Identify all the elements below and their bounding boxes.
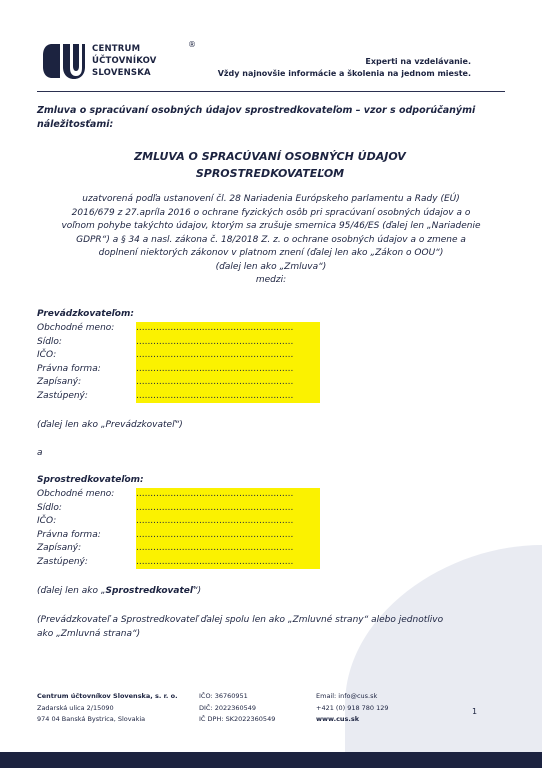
preamble: [60, 193, 482, 288]
processor-ico-field[interactable]: .......................................................: [136, 515, 320, 529]
footer-email[interactable]: Email: info@cus.sk: [316, 692, 378, 700]
preamble-line-7: medzi:: [255, 275, 287, 285]
processor-seat-field[interactable]: .......................................................: [136, 502, 320, 516]
tagline: [218, 56, 471, 80]
footer-street: Zadarská ulica 2/15090: [37, 703, 114, 712]
footer-dic: DIČ: 2022360549: [199, 703, 257, 712]
hereinafter-prefix: (ďalej len ako „: [37, 586, 106, 596]
title-line-1: ZMLUVA O SPRACÚVANÍ OSOBNÝCH ÚDAJOV: [134, 150, 406, 163]
tagline-line-2: Vždy najnovšie informácie a školenia na jednom mieste.: [217, 69, 471, 78]
logo-line-1: CENTRUM: [92, 44, 141, 54]
field-label: Sídlo:: [37, 336, 62, 347]
controller-ico-row: [37, 349, 327, 363]
controller-hereinafter: (ďalej len ako „Prevádzkovateľ“): [37, 420, 183, 430]
field-label: Zastúpený:: [37, 556, 88, 567]
logo: [42, 40, 196, 82]
preamble-line-5: doplnení niektorých zákonov v platnom znení (ďalej len ako „Zákon o OOU“): [98, 248, 444, 258]
footer-web-link[interactable]: www.cus.sk: [316, 715, 360, 723]
field-label: Zapísaný:: [37, 543, 82, 553]
controller-ico-field[interactable]: .......................................................: [136, 349, 320, 363]
controller-business-name-field[interactable]: .......................................................: [136, 322, 320, 336]
title-line-2: SPROSTREDKOVATEĽOM: [195, 167, 345, 180]
field-label: IČO:: [37, 516, 57, 526]
page-number: 1: [472, 707, 478, 716]
parties-line-1: (Prevádzkovateľ a Sprostredkovateľ ďalej spolu len ako „Zmluvné strany“ alebo jednotlivo: [37, 615, 444, 625]
preamble-line-3: voľnom pohybe takýchto údajov, ktorým sa zrušuje smernica 95/46/ES (ďalej len „Nariadenie: [61, 221, 481, 231]
processor-represented-row: [37, 556, 327, 570]
processor-legal-form-row: [37, 529, 327, 543]
controller-seat-row: [37, 336, 327, 350]
footer-ids: [199, 691, 275, 726]
tagline-line-1: Experti na vzdelávanie.: [365, 57, 471, 66]
field-label: Obchodné meno:: [37, 489, 115, 499]
intro-text: Zmluva o spracúvaní osobných údajov sprostredkovateľom – vzor s odporúčanými náležitosťami:: [37, 105, 476, 130]
processor-business-name-row: [37, 488, 327, 502]
parties-definition: [37, 613, 477, 641]
controller-represented-row: [37, 390, 327, 404]
processor-registered-row: [37, 542, 327, 556]
footer-icdph: IČ DPH: SK2022360549: [199, 715, 276, 723]
processor-represented-field[interactable]: .......................................................: [136, 556, 320, 570]
field-label: Právna forma:: [37, 529, 101, 540]
hereinafter-suffix: “): [192, 586, 202, 596]
controller-registered-row: [37, 376, 327, 390]
logo-line-2: ÚČTOVNÍKOV: [92, 56, 157, 66]
footer-phone: +421 (0) 918 780 129: [316, 703, 389, 712]
field-label: Sídlo:: [37, 502, 62, 513]
logo-mark-icon: [42, 42, 86, 80]
logo-line-3: SLOVENSKA: [92, 68, 151, 78]
field-label: Zastúpený:: [37, 390, 88, 401]
footer-contact: [316, 691, 389, 726]
preamble-line-2: 2016/679 z 27.apríla 2016 o ochrane fyzických osôb pri spracúvaní osobných údajov a o: [71, 207, 471, 218]
registered-mark: ®: [188, 40, 196, 49]
footer-ico: IČO: 36760951: [199, 692, 248, 700]
controller-legal-form-field[interactable]: .......................................................: [136, 363, 320, 377]
logo-wordmark: [92, 43, 157, 79]
processor-heading: Sprostredkovateľom:: [37, 475, 144, 485]
bottom-bar: [0, 752, 542, 768]
controller-registered-field[interactable]: .......................................................: [136, 376, 320, 390]
controller-legal-form-row: [37, 363, 327, 377]
field-label: Zapísaný:: [37, 377, 82, 387]
processor-registered-field[interactable]: .......................................................: [136, 542, 320, 556]
processor-seat-row: [37, 502, 327, 516]
and-word: a: [37, 448, 43, 458]
field-label: IČO:: [37, 350, 57, 360]
hereinafter-term: Sprostredkovateľ: [105, 586, 193, 596]
processor-ico-row: [37, 515, 327, 529]
processor-hereinafter: [37, 584, 201, 598]
preamble-line-1: uzatvorená podľa ustanovení čl. 28 Nariadenia Európskeho parlamentu a Rady (EÚ): [82, 194, 460, 204]
controller-heading: Prevádzkovateľom:: [37, 309, 134, 319]
document-title: [60, 148, 480, 182]
footer-company-name: Centrum účtovníkov Slovenska, s. r. o.: [37, 692, 178, 700]
header-divider: [37, 91, 505, 92]
footer-city: 974 04 Banská Bystrica, Slovakia: [37, 715, 146, 723]
controller-represented-field[interactable]: .......................................................: [136, 390, 320, 404]
parties-line-2: ako „Zmluvná strana“): [37, 629, 141, 639]
controller-business-name-row: [37, 322, 327, 336]
field-label: Právna forma:: [37, 363, 101, 374]
controller-seat-field[interactable]: .......................................................: [136, 336, 320, 350]
footer-company: [37, 691, 178, 726]
processor-legal-form-field[interactable]: .......................................................: [136, 529, 320, 543]
preamble-line-6: (ďalej len ako „Zmluva“): [215, 261, 327, 272]
preamble-line-4: GDPR“) a § 34 a nasl. zákona č. 18/2018 Z. z. o ochrane osobných údajov a o zmene a: [76, 234, 466, 245]
processor-business-name-field[interactable]: .......................................................: [136, 488, 320, 502]
field-label: Obchodné meno:: [37, 323, 115, 333]
